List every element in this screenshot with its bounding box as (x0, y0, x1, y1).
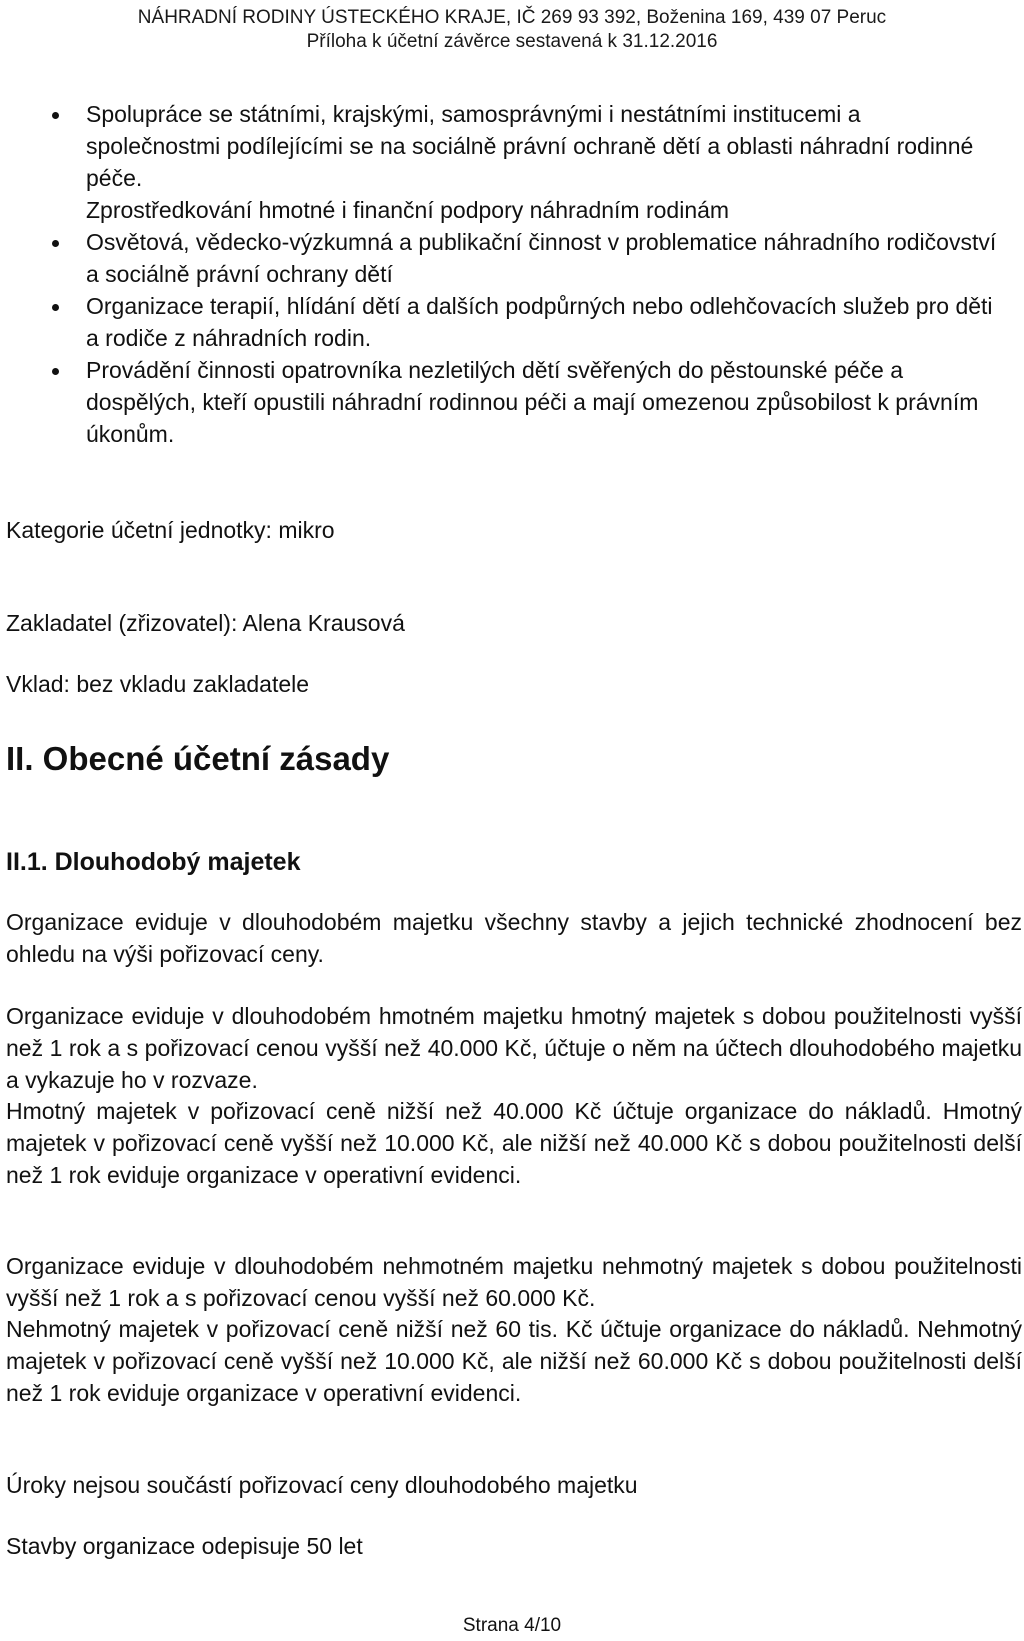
section-heading: II. Obecné účetní zásady (6, 740, 390, 777)
header-organization-line: NÁHRADNÍ RODINY ÚSTECKÉHO KRAJE, IČ 269 93 392, Boženina 169, 439 07 Peruc (137, 7, 887, 28)
bullet-icon (52, 368, 59, 375)
list-item (0, 98, 1024, 194)
list-item-text: Organizace terapií, hlídání dětí a dalších podpůrných nebo odlehčovacích služeb pro děti a rodiče z náhradních rodin. (86, 293, 993, 351)
bullet-icon (52, 112, 59, 119)
paragraph-interest: Úroky nejsou součástí pořizovací ceny dlouhodobého majetku (6, 1472, 638, 1498)
page-number: Strana 4/10 (462, 1615, 562, 1636)
paragraph-depreciation: Stavby organizace odepisuje 50 let (6, 1533, 363, 1559)
list-item-text: Zprostředkování hmotné i finanční podpory náhradním rodinám (86, 197, 730, 223)
list-item (0, 354, 1024, 450)
list-item-text: Osvětová, vědecko-výzkumná a publikační činnost v problematice náhradního rodičovství a sociálně právní ochrany dětí (86, 229, 997, 287)
paragraph-intangible-assets: Organizace eviduje v dlouhodobém nehmotném majetku nehmotný majetek s dobou použitelnosti vyšší než 1 rok a s pořizovací cenou vyšší než 60.000 Kč. (6, 1253, 1022, 1311)
subsection-heading: II.1. Dlouhodobý majetek (6, 848, 301, 876)
paragraph-tangible-assets: Organizace eviduje v dlouhodobém hmotném majetku hmotný majetek s dobou použitelnosti vyšší než 1 rok a s pořizovací cenou vyšší než 40.000 Kč, účtuje o něm na účtech dlouhodobého majetku a vykazuje ho v rozvaze. (6, 1003, 1022, 1093)
list-item (0, 194, 1024, 226)
bullet-icon (52, 304, 59, 311)
header-attachment-line: Příloha k účetní závěrce sestavená k 31.12.2016 (306, 31, 718, 52)
paragraph-buildings: Organizace eviduje v dlouhodobém majetku všechny stavby a jejich technické zhodnocení bez ohledu na výši pořizovací ceny. (6, 909, 1022, 967)
paragraph-intangible-assets-low-value: Nehmotný majetek v pořizovací ceně nižší než 60 tis. Kč účtuje organizace do nákladů. Nehmotný majetek v pořizovací ceně vyšší než 10.000 Kč, ale nižší než 60.000 Kč s dobou použitelnosti delší než 1 rok eviduje organizace v operativní evidenci. (6, 1316, 1022, 1406)
list-item-text: Spolupráce se státními, krajskými, samosprávnými i nestátními institucemi a společnostmi podílejícími se na sociálně právní ochraně dětí a oblasti náhradní rodinné péče. (86, 101, 974, 191)
deposit-info: Vklad: bez vkladu zakladatele (6, 671, 310, 697)
list-item-text: Provádění činnosti opatrovníka nezletilých dětí svěřených do pěstounské péče a dospělých, kteří opustili náhradní rodinnou péči a mají omezenou způsobilost k právním úkonům. (86, 357, 979, 447)
activities-list (0, 98, 1024, 450)
founder-info: Zakladatel (zřizovatel): Alena Krausová (6, 610, 405, 636)
page-header (0, 6, 1024, 54)
list-item (0, 226, 1024, 290)
bullet-icon (52, 240, 59, 247)
list-item (0, 290, 1024, 354)
paragraph-tangible-assets-low-value: Hmotný majetek v pořizovací ceně nižší než 40.000 Kč účtuje organizace do nákladů. Hmotný majetek v pořizovací ceně vyšší než 10.000 Kč, ale nižší než 40.000 Kč s dobou použitelnosti delší než 1 rok eviduje organizace v operativní evidenci. (6, 1098, 1022, 1188)
entity-category: Kategorie účetní jednotky: mikro (6, 517, 335, 543)
